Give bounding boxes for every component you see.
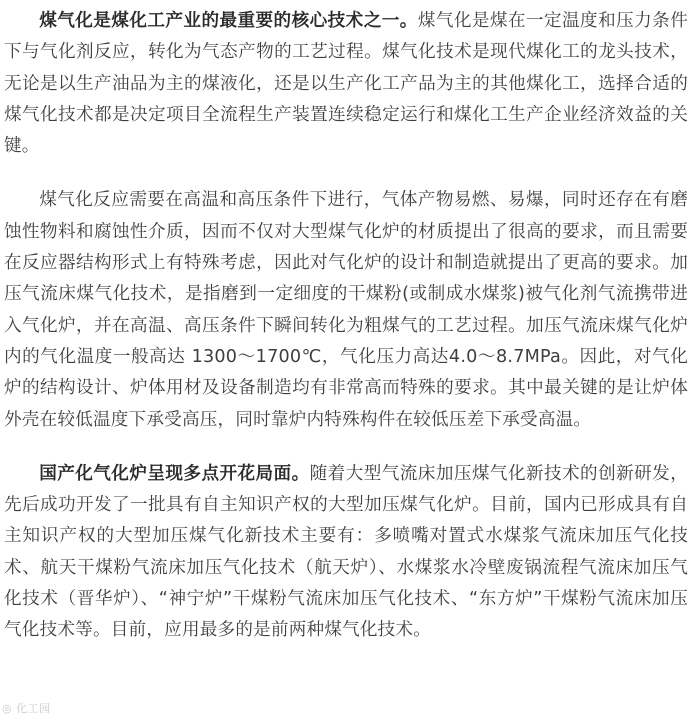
watermark: ◎ 化工园 <box>2 702 51 715</box>
paragraph-lead: 煤气化是煤化工产业的最重要的核心技术之一。 <box>39 11 418 31</box>
paragraph-lead: 国产化气化炉呈现多点开花局面。 <box>39 463 310 484</box>
paragraph-text: 煤气化是煤在一定温度和压力条件下与气化剂反应，转化为气态产物的工艺过程。煤气化技术是现代煤化工的龙头技术，无论是以生产油品为主的煤液化，还是以生产化工产品为主的其他煤化工，选择合适的煤气化技术都是决定项目全流程生产装置连续稳定运行和煤化工生产企业经济效益的关键。 <box>4 11 688 157</box>
article-body <box>4 6 688 647</box>
paragraph-domestic-gasifiers <box>4 459 688 647</box>
paragraph-text: 煤气化反应需要在高温和高压条件下进行，气体产物易燃、易爆，同时还存在有磨蚀性物料和腐蚀性介质，因而不仅对大型煤气化炉的材质提出了很高的要求，而且需要在反应器结构形式上有特殊考虑，因此对气化炉的设计和制造就提出了更高的要求。加压气流床煤气化技术，是指磨到一定细度的干煤粉(或制成水煤浆)被气化剂气流携带进入气化炉，并在高温、高压条件下瞬间转化为粗煤气的工艺过程。加压气流床煤气化炉内的气化温度一般高达 1300～1700℃，气化压力高达4.0～8.7MPa。因此，对气化炉的结构设计、炉体用材及设备制造均有非常高而特殊的要求。其中最关键的是让炉体外壳在较低温度下承受高压，同时靠炉内特殊构件在较低压差下承受高温。 <box>4 190 688 430</box>
paragraph-coal-gasification-core <box>4 6 688 162</box>
paragraph-text: 随着大型气流床加压煤气化新技术的创新研发，先后成功开发了一批具有自主知识产权的大型加压煤气化炉。目前，国内已形成具有自主知识产权的大型加压煤气化新技术主要有：多喷嘴对置式水煤浆气流床加压气化技术、航天干煤粉气流床加压气化技术（航天炉）、水煤浆水冷壁废锅流程气流床加压气化技术（晋华炉）、“神宁炉”干煤粉气流床加压气化技术、“东方炉”干煤粉气流床加压气化技术等。目前，应用最多的是前两种煤气化技术。 <box>4 463 688 641</box>
paragraph-gasification-conditions <box>4 185 688 435</box>
